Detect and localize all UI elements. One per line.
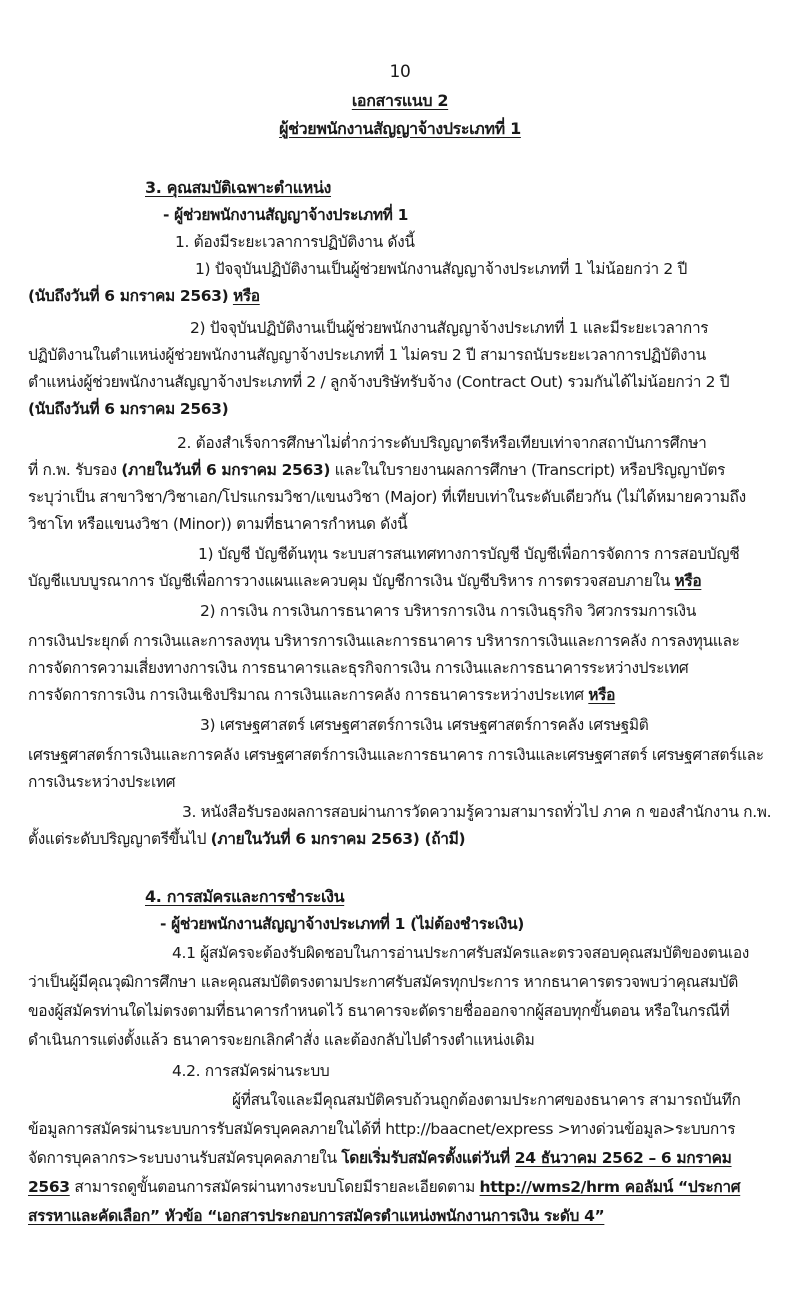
item-3-line2	[28, 829, 465, 849]
item-2-3-line2: เศรษฐศาสตร์การเงินและการคลัง เศรษฐศาสตร์การเงินและการธนาคาร การเงินและเศรษฐศาสตร์ เศรษฐศาสตร์และ	[28, 746, 764, 764]
item-1-2-line4: (นับถึงวันที่ 6 มกราคม 2563)	[28, 400, 229, 418]
application-year: 2563	[28, 1178, 70, 1196]
hrm-link-continued[interactable]: สรรหาและคัดเลือก” หัวข้อ “เอกสารประกอบการสมัครตำแหน่งพนักงานการเงิน ระดับ 4”	[28, 1207, 605, 1225]
date-note: (ภายในวันที่ 6 มกราคม 2563)	[121, 461, 331, 479]
section-4-heading: 4. การสมัครและการชำระเงิน	[145, 887, 345, 906]
text: การจัดการการเงิน การเงินเชิงปริมาณ การเงินและการคลัง การธนาคารระหว่างประเทศ	[28, 686, 589, 704]
item-3-line1: 3. หนังสือรับรองผลการสอบผ่านการวัดความรู้ความสามารถทั่วไป ภาค ก ของสำนักงาน ก.พ.	[182, 803, 772, 821]
text: สามารถดูขั้นตอนการสมัครผ่านทางระบบโดยมีรายละเอียดตาม	[69, 1178, 480, 1196]
item-2-line1: 2. ต้องสำเร็จการศึกษาไม่ต่ำกว่าระดับปริญญาตรีหรือเทียบเท่าจากสถาบันการศึกษา	[177, 434, 707, 452]
text: จัดการบุคลากร>ระบบงานรับสมัครบุคคลภายใน	[28, 1149, 342, 1167]
section-3-heading: 3. คุณสมบัติเฉพาะตำแหน่ง	[145, 178, 332, 197]
or-keyword: หรือ	[232, 287, 260, 305]
date-label: โดยเริ่มรับสมัครตั้งแต่วันที่	[341, 1149, 515, 1167]
item-1-1-line1: 1) ปัจจุบันปฏิบัติงานเป็นผู้ช่วยพนักงานสัญญาจ้างประเภทที่ 1 ไม่น้อยกว่า 2 ปี	[195, 260, 687, 278]
item-4-2-line1: ผู้ที่สนใจและมีคุณสมบัติครบถ้วนถูกต้องตามประกาศของธนาคาร สามารถบันทึก	[232, 1091, 741, 1109]
item-1-2-line2: ปฏิบัติงานในตำแหน่งผู้ช่วยพนักงานสัญญาจ้างประเภทที่ 1 ไม่ครบ 2 ปี สามารถนับระยะเวลาการปฏิบัติงาน	[28, 346, 706, 364]
item-4-2-title: 4.2. การสมัครผ่านระบบ	[172, 1062, 330, 1080]
or-keyword: หรือ	[588, 686, 616, 704]
or-keyword: หรือ	[674, 572, 702, 590]
text: ที่ ก.พ. รับรอง	[28, 461, 122, 479]
item-4-2-line4	[28, 1177, 740, 1197]
item-1-2-line1: 2) ปัจจุบันปฏิบัติงานเป็นผู้ช่วยพนักงานสัญญาจ้างประเภทที่ 1 และมีระยะเวลาการ	[190, 319, 709, 337]
item-4-2-line2: ข้อมูลการสมัครผ่านระบบการรับสมัครบุคคลภายในได้ที่ http://baacnet/express >ทางด่วนข้อมูล>ระบบการ	[28, 1120, 736, 1138]
item-2-2-line3: การจัดการความเสี่ยงทางการเงิน การธนาคารและธุรกิจการเงิน การเงินและการธนาคารระหว่างประเทศ	[28, 659, 689, 677]
item-4-2-line3	[28, 1148, 732, 1168]
item-4-1-line2: ว่าเป็นผู้มีคุณวุฒิการศึกษา และคุณสมบัติตรงตามประกาศรับสมัครทุกประการ หากธนาคารตรวจพบว่าคุณสมบัติ	[28, 973, 738, 991]
item-1-1-line2	[28, 286, 260, 306]
section-4-subheading: - ผู้ช่วยพนักงานสัญญาจ้างประเภทที่ 1 (ไม่ต้องชำระเงิน)	[160, 915, 524, 933]
text: ตั้งแต่ระดับปริญญาตรีขึ้นไป	[28, 830, 211, 848]
item-2-3-line3: การเงินระหว่างประเทศ	[28, 773, 176, 791]
item-2-line3: ระบุว่าเป็น สาขาวิชา/วิชาเอก/โปรแกรมวิชา/แขนงวิชา (Major) ที่เทียบเท่าในระดับเดียวกัน (ไม่ได้หมายความถึง	[28, 488, 746, 506]
item-4-1-line3: ของผู้สมัครท่านใดไม่ตรงตามที่ธนาคารกำหนดไว้ ธนาคารจะตัดรายชื่อออกจากผู้สอบทุกขั้นตอน หรือในกรณีที่	[28, 1002, 730, 1020]
item-2-line4: วิชาโท หรือแขนงวิชา (Minor)) ตามที่ธนาคารกำหนด ดังนี้	[28, 515, 408, 533]
item-2-2-line2: การเงินประยุกต์ การเงินและการลงทุน บริหารการเงินและการธนาคาร บริหารการเงินและการคลัง การลงทุนและ	[28, 632, 740, 650]
hrm-link[interactable]: http://wms2/hrm คอลัมน์ “ประกาศ	[479, 1178, 741, 1196]
date-note: (นับถึงวันที่ 6 มกราคม 2563)	[28, 287, 229, 305]
item-4-1-line1: 4.1 ผู้สมัครจะต้องรับผิดชอบในการอ่านประกาศรับสมัครและตรวจสอบคุณสมบัติของตนเอง	[172, 944, 749, 962]
text: และในใบรายงานผลการศึกษา (Transcript) หรือปริญญาบัตร	[330, 461, 726, 479]
item-2-2-line1: 2) การเงิน การเงินการธนาคาร บริหารการเงิน การเงินธุรกิจ วิศวกรรมการเงิน	[200, 602, 696, 620]
item-4-1-line4: ดำเนินการแต่งตั้งแล้ว ธนาคารจะยกเลิกคำสั่ง และต้องกลับไปดำรงตำแหน่งเดิม	[28, 1031, 535, 1049]
item-2-line2	[28, 460, 725, 480]
date-note: (ภายในวันที่ 6 มกราคม 2563) (ถ้ามี)	[210, 830, 466, 848]
item-2-1-line2	[28, 571, 701, 591]
section-3-subheading: - ผู้ช่วยพนักงานสัญญาจ้างประเภทที่ 1	[163, 206, 409, 224]
page-number: 10	[389, 62, 411, 82]
item-2-2-line4	[28, 685, 615, 705]
application-dates: 24 ธันวาคม 2562 – 6 มกราคม	[514, 1149, 732, 1167]
item-2-3-line1: 3) เศรษฐศาสตร์ เศรษฐศาสตร์การเงิน เศรษฐศาสตร์การคลัง เศรษฐมิติ	[200, 716, 649, 734]
position-title: ผู้ช่วยพนักงานสัญญาจ้างประเภทที่ 1	[279, 119, 521, 138]
item-1-title: 1. ต้องมีระยะเวลาการปฏิบัติงาน ดังนี้	[175, 233, 415, 251]
item-2-1-line1: 1) บัญชี บัญชีต้นทุน ระบบสารสนเทศทางการบัญชี บัญชีเพื่อการจัดการ การสอบบัญชี	[198, 545, 740, 563]
text: บัญชีแบบบูรณาการ บัญชีเพื่อการวางแผนและควบคุม บัญชีการเงิน บัญชีบริหาร การตรวจสอบภายใน	[28, 572, 675, 590]
attachment-title: เอกสารแนบ 2	[351, 91, 449, 110]
item-1-2-line3: ตำแหน่งผู้ช่วยพนักงานสัญญาจ้างประเภทที่ 2 / ลูกจ้างบริษัทรับจ้าง (Contract Out) รวมกันได้ไม่น้อยกว่า 2 ปี	[28, 373, 730, 391]
